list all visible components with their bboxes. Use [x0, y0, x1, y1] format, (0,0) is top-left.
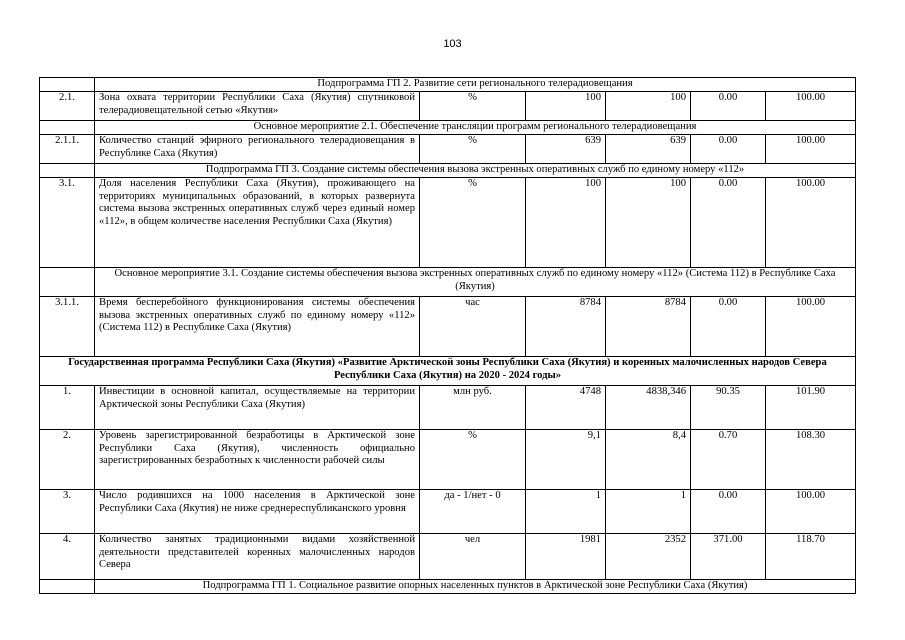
value-cell: 0.00 — [691, 297, 766, 357]
value-cell: 118.70 — [766, 534, 856, 580]
unit-cell: млн руб. — [420, 386, 526, 430]
row-number: 2.1.1. — [40, 135, 95, 164]
unit-cell: да - 1/нет - 0 — [420, 490, 526, 534]
main-activity-heading: Основное мероприятие 2.1. Обеспечение трансляции программ регионального телерадиовещания — [95, 121, 856, 135]
value-cell: 0.00 — [691, 490, 766, 534]
table-row — [40, 92, 856, 121]
state-program-heading: Государственная программа Республики Саха (Якутия) «Развитие Арктической зоны Республики Саха (Якутия) и коренных малочисленных народов Севера Республики Саха (Якутия) на 2020 - 2024 годы» — [40, 357, 856, 386]
main-activity-row — [40, 121, 856, 135]
value-cell: 108.30 — [766, 430, 856, 490]
table-row — [40, 297, 856, 357]
value-cell: 100.00 — [766, 135, 856, 164]
table-row — [40, 534, 856, 580]
empty-cell — [40, 164, 95, 178]
value-cell: 100 — [526, 92, 606, 121]
value-cell: 639 — [606, 135, 691, 164]
subprogram-row-gp2 — [40, 78, 856, 92]
value-cell: 101.90 — [766, 386, 856, 430]
empty-cell — [40, 268, 95, 297]
subprogram-heading: Подпрограмма ГП 3. Создание системы обеспечения вызова экстренных оперативных служб по единому номеру «112» — [95, 164, 856, 178]
row-number: 1. — [40, 386, 95, 430]
table-row — [40, 430, 856, 490]
value-cell: 0.70 — [691, 430, 766, 490]
row-number: 3.1. — [40, 178, 95, 268]
value-cell: 4748 — [526, 386, 606, 430]
empty-cell — [40, 121, 95, 135]
table-row — [40, 490, 856, 534]
state-program-row — [40, 357, 856, 386]
empty-cell — [40, 580, 95, 594]
value-cell: 9,1 — [526, 430, 606, 490]
unit-cell: % — [420, 135, 526, 164]
value-cell: 100 — [606, 92, 691, 121]
row-number: 2. — [40, 430, 95, 490]
unit-cell: % — [420, 430, 526, 490]
indicator-name: Инвестиции в основной капитал, осуществляемые на территории Арктической зоны Республики Саха (Якутия) — [95, 386, 420, 430]
indicator-name: Количество станций эфирного регионального телерадиовещания в Республике Саха (Якутия) — [95, 135, 420, 164]
unit-cell: % — [420, 178, 526, 268]
indicator-name: Число родившихся на 1000 населения в Арктической зоне Республики Саха (Якутия) не ниже среднереспубликанского уровня — [95, 490, 420, 534]
value-cell: 1 — [606, 490, 691, 534]
table-row — [40, 386, 856, 430]
value-cell: 100 — [526, 178, 606, 268]
indicator-name: Количество занятых традиционными видами хозяйственной деятельности представителей коренных малочисленных народов Севера — [95, 534, 420, 580]
indicator-name: Зона охвата территории Республики Саха (Якутия) спутниковой телерадиовещательной сетью «Якутия» — [95, 92, 420, 121]
value-cell: 0.00 — [691, 178, 766, 268]
value-cell: 100.00 — [766, 490, 856, 534]
value-cell: 371.00 — [691, 534, 766, 580]
row-number: 3. — [40, 490, 95, 534]
value-cell: 8,4 — [606, 430, 691, 490]
subprogram-row-gp1 — [40, 580, 856, 594]
table-row — [40, 178, 856, 268]
table-row — [40, 135, 856, 164]
subprogram-row-gp3 — [40, 164, 856, 178]
value-cell: 100.00 — [766, 92, 856, 121]
unit-cell: час — [420, 297, 526, 357]
indicator-name: Уровень зарегистрированной безработицы в Арктической зоне Республики Саха (Якутия), численность официально зарегистрированных безработных к численности рабочей силы — [95, 430, 420, 490]
value-cell: 0.00 — [691, 92, 766, 121]
row-number: 4. — [40, 534, 95, 580]
main-activity-heading: Основное мероприятие 3.1. Создание системы обеспечения вызова экстренных оперативных служб по единому номеру «112» (Система 112) в Республике Саха (Якутия) — [95, 268, 856, 297]
value-cell: 100 — [606, 178, 691, 268]
indicator-name: Доля населения Республики Саха (Якутия), проживающего на территориях муниципальных образований, в которых развернута система вызова экстренных оперативных служб через единый номер «112», в общем количестве населения Республики Саха (Якутия) — [95, 178, 420, 268]
row-number: 3.1.1. — [40, 297, 95, 357]
value-cell: 1 — [526, 490, 606, 534]
row-number: 2.1. — [40, 92, 95, 121]
value-cell: 100.00 — [766, 178, 856, 268]
main-activity-row — [40, 268, 856, 297]
value-cell: 90.35 — [691, 386, 766, 430]
value-cell: 639 — [526, 135, 606, 164]
empty-cell — [40, 78, 95, 92]
unit-cell: % — [420, 92, 526, 121]
unit-cell: чел — [420, 534, 526, 580]
value-cell: 1981 — [526, 534, 606, 580]
value-cell: 2352 — [606, 534, 691, 580]
indicator-name: Время бесперебойного функционирования системы обеспечения вызова экстренных оперативных служб по единому номеру «112» (Система 112) в Республике Саха (Якутия) — [95, 297, 420, 357]
value-cell: 8784 — [606, 297, 691, 357]
value-cell: 8784 — [526, 297, 606, 357]
subprogram-heading: Подпрограмма ГП 2. Развитие сети регионального телерадиовещания — [95, 78, 856, 92]
value-cell: 100.00 — [766, 297, 856, 357]
page-number: 103 — [443, 38, 462, 50]
value-cell: 0.00 — [691, 135, 766, 164]
subprogram-heading: Подпрограмма ГП 1. Социальное развитие опорных населенных пунктов в Арктической зоне Республики Саха (Якутия) — [95, 580, 856, 594]
value-cell: 4838,346 — [606, 386, 691, 430]
indicators-table — [39, 77, 856, 594]
